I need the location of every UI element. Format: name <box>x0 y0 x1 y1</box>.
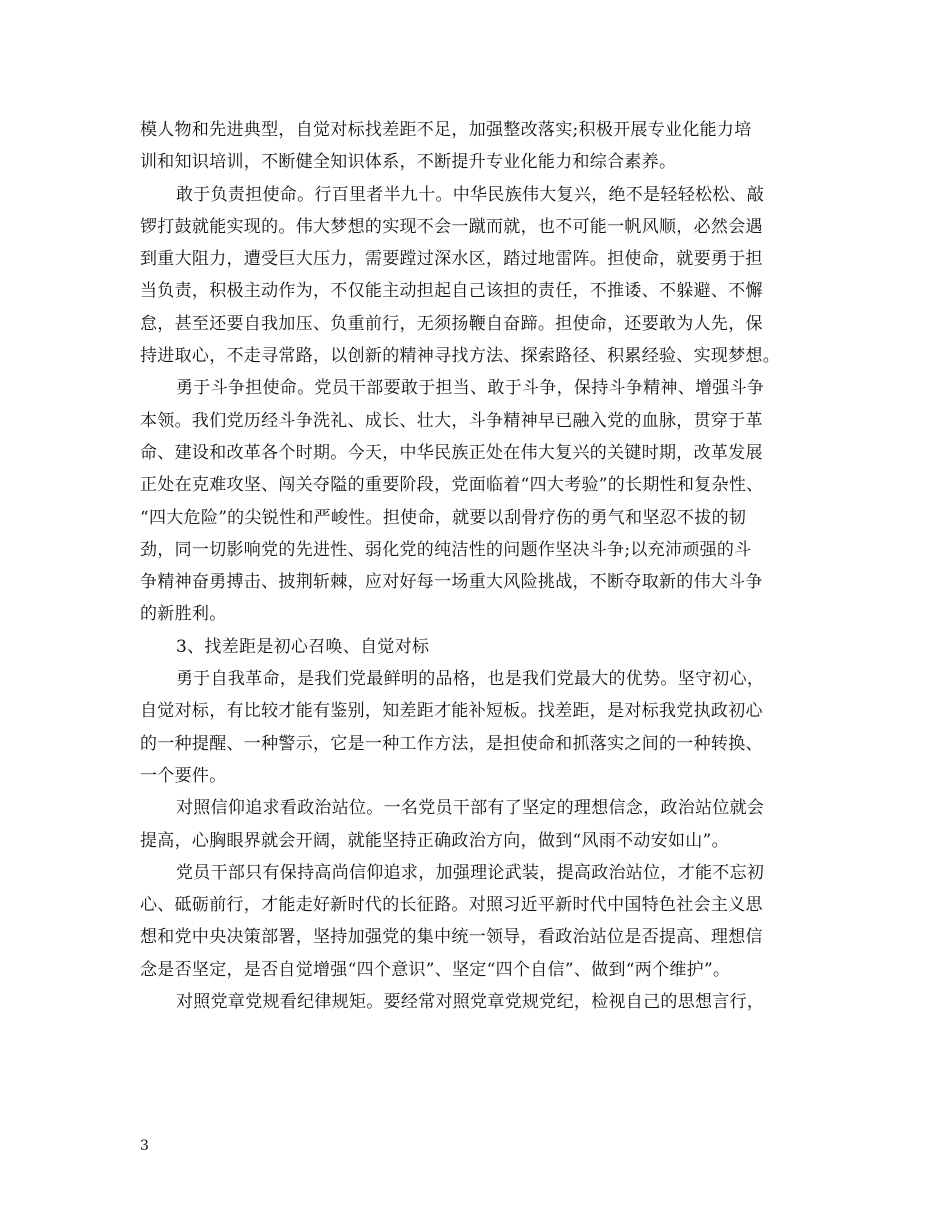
text-line: 勇于自我革命，是我们党最鲜明的品格，也是我们党最大的优势。坚守初心， <box>176 669 765 690</box>
text-line: 一个要件。 <box>140 765 227 786</box>
text-line: 敢于负责担使命。行百里者半九十。中华民族伟大复兴，绝不是轻轻松松、敲 <box>176 184 765 205</box>
text-line: 勇于斗争担使命。党员干部要敢于担当、敢于斗争，保持斗争精神、增强斗争 <box>176 378 765 399</box>
text-line: 3、找差距是初心召唤、自觉对标 <box>176 636 430 657</box>
text-line: 到重大阻力，遭受巨大压力，需要蹚过深水区，踏过地雷阵。担使命，就要勇于担 <box>140 249 763 270</box>
text-line: 对照党章党规看纪律规矩。要经常对照党章党规党纪，检视自己的思想言行， <box>176 992 765 1013</box>
text-line: 自觉对标，有比较才能有鉴别，知差距才能补短板。找差距，是对标我党执政初心 <box>140 701 763 722</box>
text-line: 党员干部只有保持高尚信仰追求，加强理论武装，提高政治站位，才能不忘初 <box>176 862 765 883</box>
text-line: 本领。我们党历经斗争洗礼、成长、壮大，斗争精神早已融入党的血脉，贯穿于革 <box>140 410 763 431</box>
body-text <box>140 114 820 1018</box>
text-line: 想和党中央决策部署，坚持加强党的集中统一领导，看政治站位是否提高、理想信 <box>140 927 763 948</box>
text-line: 正处在克难攻坚、闯关夺隘的重要阶段，党面临着“四大考验”的长期性和复杂性、 <box>140 475 764 496</box>
text-line: 提高，心胸眼界就会开阔，就能坚持正确政治方向，做到“风雨不动安如山”。 <box>140 830 729 851</box>
text-line: 锣打鼓就能实现的。伟大梦想的实现不会一蹴而就，也不可能一帆风顺，必然会遇 <box>140 216 763 237</box>
text-line: 争精神奋勇搏击、披荆斩棘，应对好每一场重大风险挑战，不断夺取新的伟大斗争 <box>140 572 763 593</box>
text-line: 劲，同一切影响党的先进性、弱化党的纯洁性的问题作坚决斗争;以充沛顽强的斗 <box>140 539 752 560</box>
text-line: 心、砥砺前行，才能走好新时代的长征路。对照习近平新时代中国特色社会主义思 <box>140 895 763 916</box>
text-line: 命、建设和改革各个时期。今天，中华民族正处在伟大复兴的关键时期，改革发展 <box>140 442 763 463</box>
text-line: 当负责，积极主动作为，不仅能主动担起自己该担的责任，不推诿、不躲避、不懈 <box>140 281 763 302</box>
text-line: 模人物和先进典型，自觉对标找差距不足，加强整改落实;积极开展专业化能力培 <box>140 120 752 140</box>
text-line: 念是否坚定，是否自觉增强“四个意识”、坚定“四个自信”、做到“两个维护”。 <box>140 959 731 980</box>
text-line: 对照信仰追求看政治站位。一名党员干部有了坚定的理想信念，政治站位就会 <box>176 798 765 819</box>
page-number: 3 <box>140 1138 149 1154</box>
text-line: “四大危险”的尖锐性和严峻性。担使命，就要以刮骨疗伤的勇气和坚忍不拔的韧 <box>140 507 747 528</box>
text-line: 训和知识培训，不断健全知识体系，不断提升专业化能力和综合素养。 <box>140 152 677 173</box>
text-line: 持进取心，不走寻常路，以创新的精神寻找方法、探索路径、积累经验、实现梦想。 <box>140 346 781 367</box>
text-line: 怠，甚至还要自我加压、负重前行，无须扬鞭自奋蹄。担使命，还要敢为人先，保 <box>140 313 763 334</box>
text-line: 的一种提醒、一种警示，它是一种工作方法，是担使命和抓落实之间的一种转换、 <box>140 733 763 754</box>
text-line: 的新胜利。 <box>140 604 227 625</box>
